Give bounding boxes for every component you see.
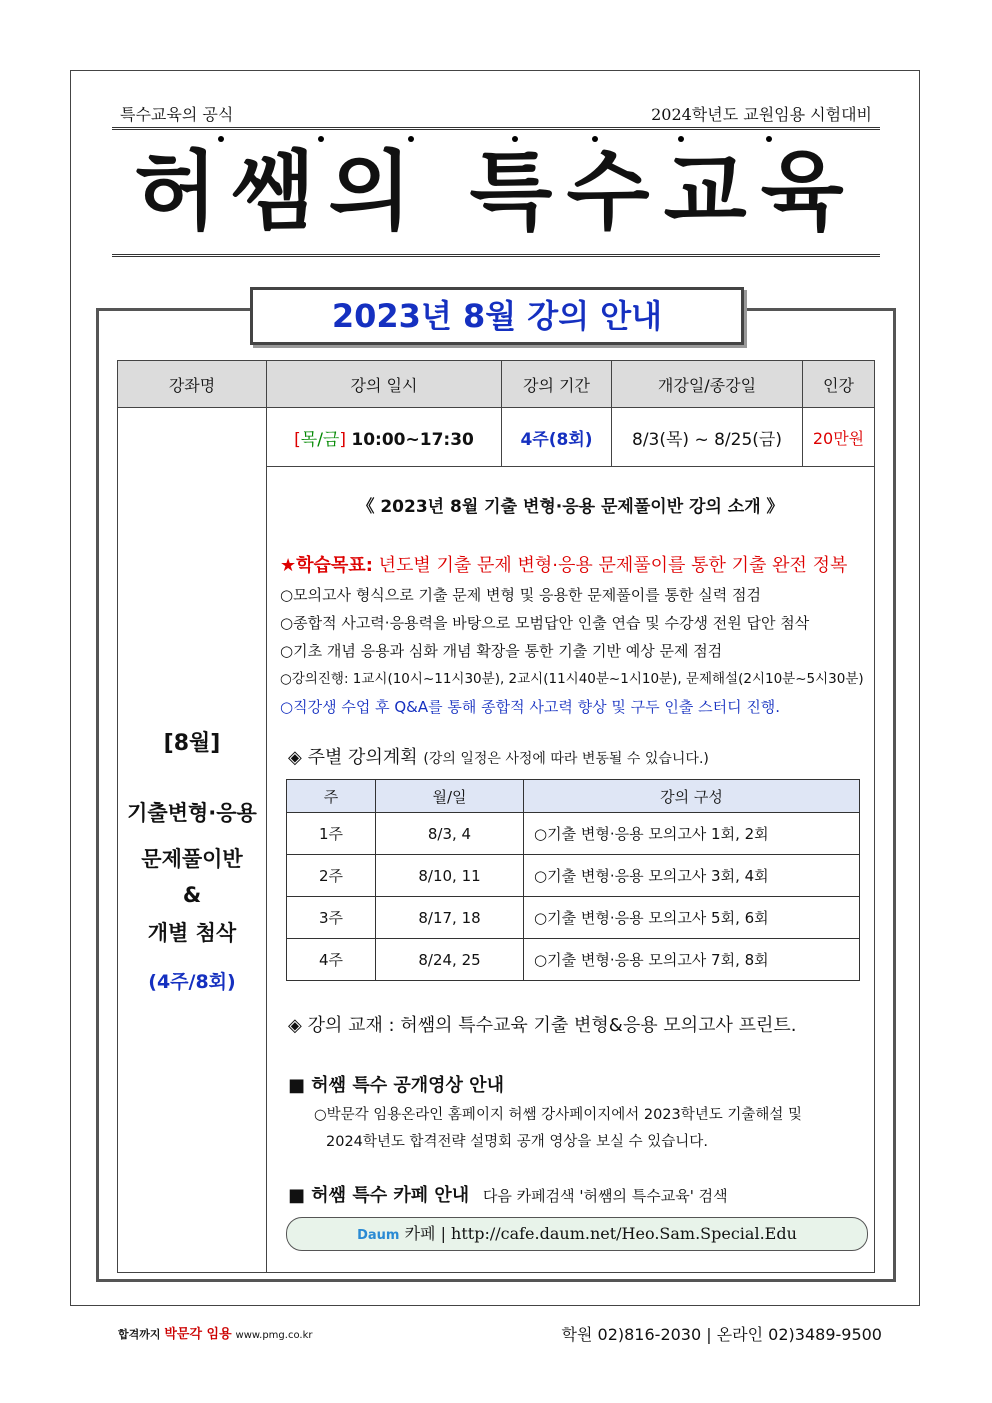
- week-cell: 3주: [287, 897, 376, 939]
- col-date: 월/일: [376, 780, 524, 813]
- bullet-blue: ○직강생 수업 후 Q&A를 통해 종합적 사고력 향상 및 구두 인출 스터디 진행.: [280, 698, 781, 716]
- cafe-link[interactable]: [286, 1217, 868, 1251]
- textbook-info: ◈ 강의 교재 : 허쌤의 특수교육 기출 변형&응용 모의고사 프린트.: [288, 1015, 797, 1036]
- header-rule-bottom: [112, 254, 880, 257]
- bullet-2: ○종합적 사고력·응용력을 바탕으로 모범답안 인출 연습 및 수강생 전원 답안 첨삭: [280, 614, 810, 632]
- week-cell: 4주: [287, 939, 376, 981]
- footer-slogan: 합격까지: [118, 1328, 161, 1341]
- course-table-header: [118, 361, 875, 408]
- daum-logo: Daum: [357, 1228, 400, 1243]
- contents-cell: ○기출 변형·응용 모의고사 7회, 8회: [524, 939, 860, 981]
- course-amp: &: [182, 883, 202, 907]
- course-table: [117, 360, 875, 1273]
- date-cell: 8/3, 4: [376, 813, 524, 855]
- table-row: [287, 813, 860, 855]
- col-course-name: 강좌명: [118, 361, 267, 408]
- contents-cell: ○기출 변형·응용 모의고사 3회, 4회: [524, 855, 860, 897]
- cafe-note: 다음 카페검색 '허쌤의 특수교육' 검색: [482, 1187, 728, 1205]
- header-left: 특수교육의 공식: [120, 105, 234, 124]
- table-row: [287, 897, 860, 939]
- dates-cell: 8/3(목) ~ 8/25(금): [612, 408, 803, 467]
- weekly-table: [286, 779, 860, 981]
- week-cell: 1주: [287, 813, 376, 855]
- col-dates: 개강일/종강일: [612, 361, 803, 408]
- footer-contact: 학원 02)816-2030 | 온라인 02)3489-9500: [561, 1325, 882, 1344]
- col-duration: 강의 기간: [502, 361, 612, 408]
- main-title: 허쌤의 특수교육: [134, 142, 858, 242]
- duration-cell: 4주(8회): [502, 408, 612, 467]
- course-name-cell: [118, 408, 267, 1273]
- week-cell: 2주: [287, 855, 376, 897]
- schedule-time: 10:00~17:30: [351, 429, 474, 450]
- course-content-cell: [267, 467, 875, 1273]
- col-online: 인강: [803, 361, 875, 408]
- table-row: [287, 855, 860, 897]
- bullet-1: ○모의고사 형식으로 기출 문제 변형 및 응용한 문제풀이를 통한 실력 점검: [280, 586, 761, 604]
- col-schedule: 강의 일시: [267, 361, 502, 408]
- weekly-note: (강의 일정은 사정에 따라 변동될 수 있습니다.): [423, 751, 709, 767]
- online-price-cell: 20만원: [803, 408, 875, 467]
- weekly-table-header: [287, 780, 860, 813]
- course-intro: 《 2023년 8월 기출 변형·응용 문제풀이반 강의 소개 》: [357, 497, 784, 517]
- table-row: [287, 939, 860, 981]
- cafe-url[interactable]: 카페 | http://cafe.daum.net/Heo.Sam.Special.Edu: [404, 1224, 797, 1243]
- col-contents: 강의 구성: [524, 780, 860, 813]
- course-month: [8월]: [163, 731, 221, 756]
- footer-url[interactable]: www.pmg.co.kr: [235, 1330, 313, 1341]
- schedule-days: 목/금: [300, 429, 340, 450]
- video-title: ■ 허쌤 특수 공개영상 안내: [288, 1075, 504, 1096]
- video-line1: ○박문각 임용온라인 홈페이지 허쌤 강사페이지에서 2023학년도 기출해설 및: [314, 1107, 803, 1123]
- course-name-line3: 개별 첨삭: [147, 921, 237, 945]
- notice-title: 2023년 8월 강의 안내: [250, 287, 744, 345]
- weekly-plan-heading: [288, 743, 873, 769]
- bullet-3: ○기초 개념 응용과 심화 개념 확장을 통한 기출 기반 예상 문제 점검: [280, 642, 723, 660]
- cafe-title: ■ 허쌤 특수 카페 안내: [288, 1185, 470, 1206]
- learning-goal: [280, 551, 873, 577]
- cafe-heading: [288, 1181, 873, 1207]
- course-period: (4주/8회): [148, 971, 236, 993]
- weekly-title: ◈ 주별 강의계획: [288, 747, 418, 768]
- course-name-line2: 문제풀이반: [141, 847, 243, 871]
- header-rule-top: [112, 127, 880, 130]
- goal-label: ★학습목표:: [280, 555, 373, 576]
- contents-cell: ○기출 변형·응용 모의고사 5회, 6회: [524, 897, 860, 939]
- goal-text: 년도별 기출 문제 변형·응용 문제풀이를 통한 기출 완전 정복: [378, 555, 848, 576]
- video-line2: 2024학년도 합격전략 설명회 공개 영상을 보실 수 있습니다.: [326, 1134, 708, 1150]
- brand-logo: 박문각 임용: [164, 1327, 232, 1342]
- footer-brand: [118, 1323, 312, 1342]
- schedule-cell: [목/금] 10:00~17:30: [267, 408, 502, 467]
- header-right: 2024학년도 교원임용 시험대비: [651, 105, 872, 124]
- course-name-line1: 기출변형·응용: [127, 801, 257, 825]
- bullet-4: ○강의진행: 1교시(10시~11시30분), 2교시(11시40분~1시10분), 문제해설(2시10분~5시30분): [280, 671, 864, 687]
- date-cell: 8/10, 11: [376, 855, 524, 897]
- date-cell: 8/17, 18: [376, 897, 524, 939]
- col-week: 주: [287, 780, 376, 813]
- contents-cell: ○기출 변형·응용 모의고사 1회, 2회: [524, 813, 860, 855]
- course-row: [118, 408, 875, 467]
- date-cell: 8/24, 25: [376, 939, 524, 981]
